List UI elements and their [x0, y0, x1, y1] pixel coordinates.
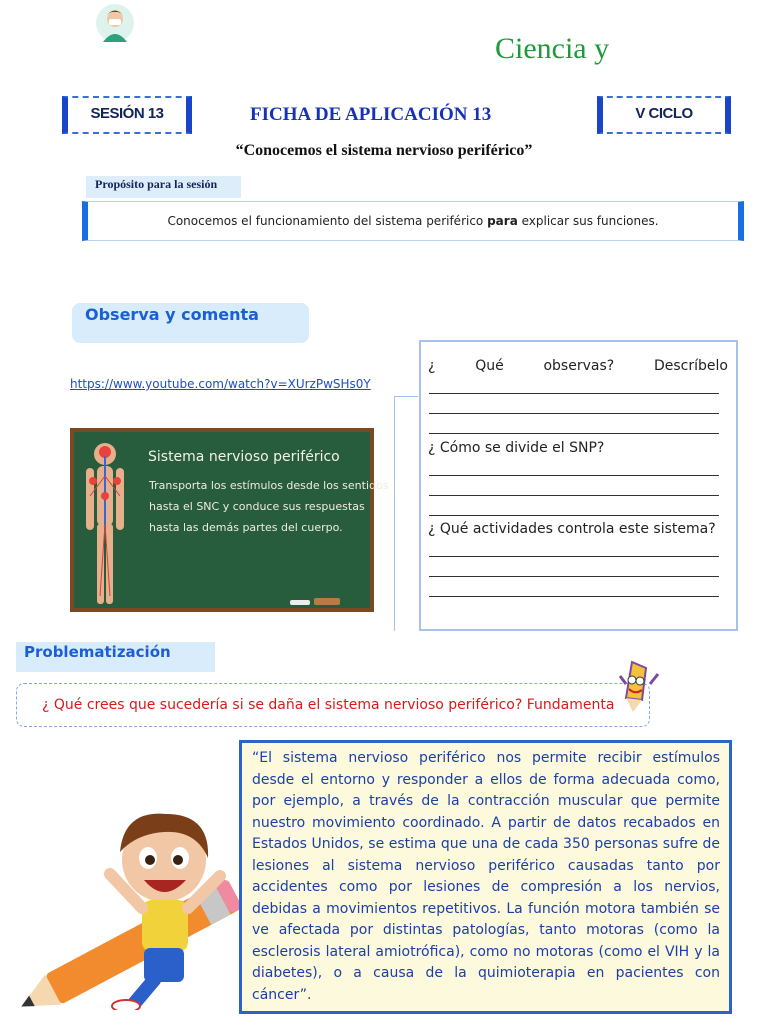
boy-on-pencil-illustration — [14, 800, 254, 1010]
cycle-tag — [597, 96, 731, 134]
answer-line[interactable] — [429, 495, 719, 496]
answer-line[interactable] — [429, 433, 719, 434]
problem-heading — [24, 643, 171, 661]
video-link[interactable]: https://www.youtube.com/watch?v=XUrzPwSHs0Y — [70, 377, 371, 391]
pencil-mascot-icon — [612, 658, 664, 714]
purpose-text-end: explicar sus funciones. — [517, 214, 659, 228]
question-3: ¿ Qué actividades controla este sistema? — [428, 521, 716, 537]
chalk-piece — [290, 600, 310, 605]
board-line: hasta las demás partes del cuerpo. — [149, 521, 343, 534]
eraser — [314, 598, 340, 605]
topic-title: “Conocemos el sistema nervioso periférico” — [235, 142, 533, 159]
observe-heading-text: Observa y comenta — [85, 305, 259, 324]
answer-line[interactable] — [429, 576, 719, 577]
question-1-word: ¿ — [428, 358, 436, 374]
human-body-icon — [80, 436, 130, 608]
question-1 — [428, 358, 728, 374]
board-title: Sistema nervioso periférico — [148, 449, 340, 465]
questions-panel — [419, 340, 738, 631]
observe-heading — [85, 305, 259, 324]
question-1-word: Qué — [475, 358, 504, 374]
purpose-label: Propósito para la sesión — [95, 177, 218, 191]
answer-line[interactable] — [429, 596, 719, 597]
answer-line[interactable] — [429, 475, 719, 476]
question-1-word: Descríbelo — [653, 358, 728, 374]
purpose-text-bold: para — [487, 214, 518, 228]
answer-line[interactable] — [429, 413, 719, 414]
answer-line[interactable] — [429, 393, 719, 394]
panel-connector — [394, 396, 418, 631]
info-quote-text: “El sistema nervioso periférico nos permite recibir estímulos desde el entorno y responder a ellos de forma adecuada como, por ejemplo, a través de la contracción muscular que permite nuestro movimiento coordinado. A partir de datos recabados en Estados Unidos, se estima que una de cada 350 personas sufre de lesiones al sistema nervioso periférico causadas tanto por accidentes como por lesiones de compresión a los nervios, debidas a movimientos repetitivos. La función motora también se ve afectada por distintas patologías, tanto motoras (como la esclerosis lateral amiotrófica), como no motoras (como el VIH y la diabetes), o a causa de la quimioterapia en pacientes con cáncer”. — [252, 750, 720, 1003]
sheet-title: FICHA DE APLICACIÓN 13 — [250, 104, 492, 125]
purpose-text-start: Conocemos el funcionamiento del sistema periférico — [167, 214, 488, 228]
problem-question: ¿ Qué crees que sucedería si se daña el sistema nervioso periférico? Fundamenta — [42, 697, 615, 713]
purpose-text — [82, 214, 744, 228]
session-tag-label: SESIÓN 13 — [90, 105, 164, 122]
cycle-tag-label: V CICLO — [635, 105, 693, 122]
problem-heading-text: Problematización — [24, 643, 171, 661]
question-1-word: observas? — [543, 358, 615, 374]
session-tag — [62, 96, 192, 134]
question-2: ¿ Cómo se divide el SNP? — [428, 440, 605, 456]
board-line: hasta el SNC y conduce sus respuestas — [149, 500, 365, 513]
subject-title: Ciencia y — [495, 32, 610, 65]
answer-line[interactable] — [429, 556, 719, 557]
board-line: Transporta los estímulos desde los sentidos — [149, 479, 389, 492]
answer-line[interactable] — [429, 515, 719, 516]
teacher-logo-icon — [92, 2, 138, 44]
